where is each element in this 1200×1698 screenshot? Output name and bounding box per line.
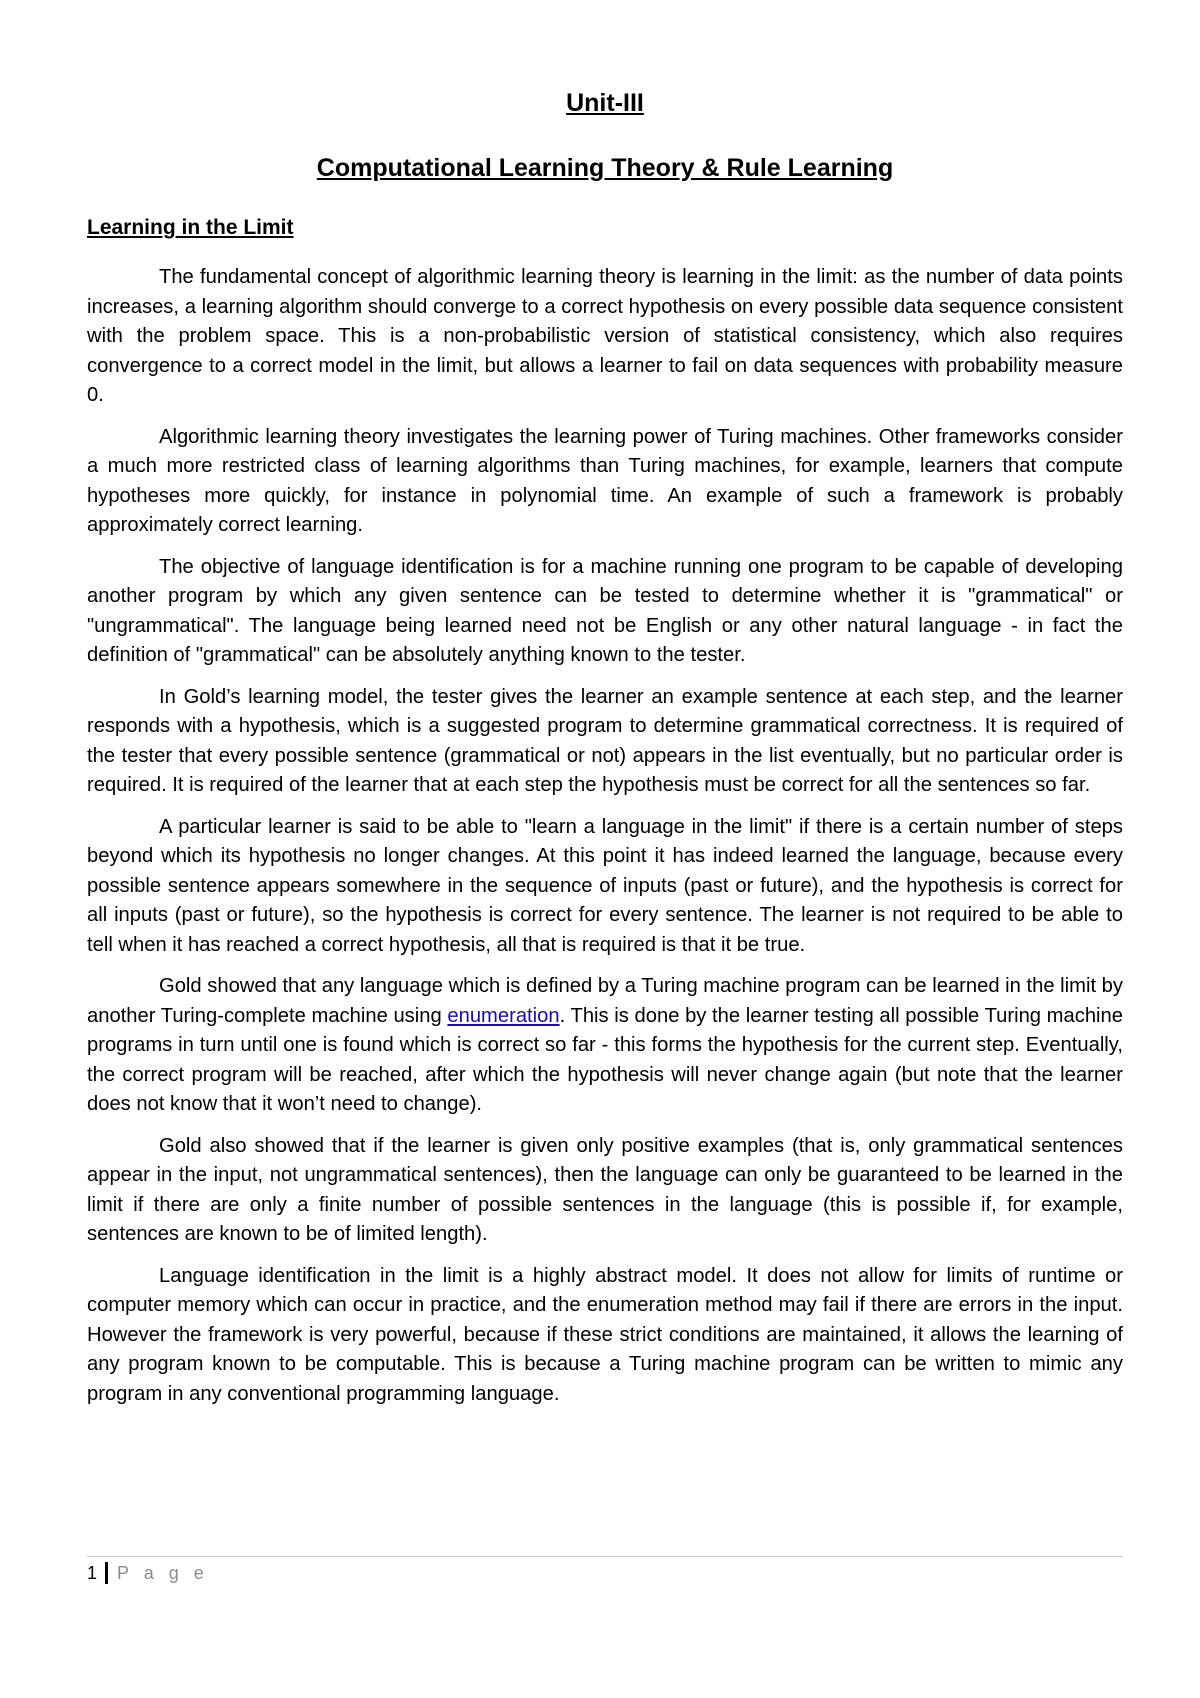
paragraph-1: The fundamental concept of algorithmic learning theory is learning in the limit: as the number of data points increases, a learning algorithm should converge to a correct hypothesis on every possible data sequence consistent with the problem space. This is a non-probabilistic version of statistical consistency, which also requires convergence to a correct model in the limit, but allows a learner to fail on data sequences with probability measure 0.: [87, 266, 1123, 406]
paragraph-7: Gold also showed that if the learner is given only positive examples (that is, only grammatical sentences appear in the input, not ungrammatical sentences), then the language can only be guaranteed to be learned in the limit if there are only a finite number of possible sentences in the language (this is possible if, for example, sentences are known to be of limited length).: [87, 1134, 1123, 1245]
paragraph-2: Algorithmic learning theory investigates the learning power of Turing machines. Other frameworks consider a much more restricted class of learning algorithms than Turing machines, for example, learners that compute hypotheses more quickly, for instance in polynomial time. An example of such a framework is probably approximately correct learning.: [87, 425, 1123, 536]
paragraph-8: Language identification in the limit is a highly abstract model. It does not allow for limits of runtime or computer memory which can occur in practice, and the enumeration method may fail if there are errors in the input. However the framework is very powerful, because if these strict conditions are maintained, it allows the learning of any program known to be computable. This is because a Turing machine program can be written to mimic any program in any conventional programming language.: [87, 1264, 1123, 1405]
unit-title: Unit-III: [566, 89, 644, 117]
enumeration-link[interactable]: enumeration: [447, 1004, 560, 1027]
paragraph-5: A particular learner is said to be able to "learn a language in the limit" if there is a certain number of steps beyond which its hypothesis no longer changes. At this point it has indeed learned the language, because every possible sentence appears somewhere in the sequence of inputs (past or future), and the hypothesis is correct for all inputs (past or future), so the hypothesis is correct for every sentence. The learner is not required to be able to tell when it has reached a correct hypothesis, all that is required is that it be true.: [87, 815, 1123, 956]
footer-separator: [105, 1562, 108, 1584]
paragraph-6-text-before: Gold showed that any language which is defined by a Turing machine program can be learned in the limit by another Turing-complete machine using: [87, 975, 1123, 1027]
page-footer: [87, 1560, 209, 1586]
paragraph-3: The objective of language identification is for a machine running one program to be capable of developing another program by which any given sentence can be tested to determine whether it is "grammatical" or "ungrammatical". The language being learned need not be English or any other natural language - in fact the definition of "grammatical" can be absolutely anything known to the tester.: [87, 555, 1123, 666]
footer-divider: [87, 1556, 1123, 1557]
section-heading: Learning in the Limit: [87, 216, 294, 239]
page-number: 1: [87, 1563, 98, 1583]
page-title: Computational Learning Theory & Rule Learning: [316, 154, 894, 182]
page-label: P a g e: [117, 1563, 209, 1583]
paragraph-4: In Gold’s learning model, the tester gives the learner an example sentence at each step, and the learner responds with a hypothesis, which is a suggested program to determine grammatical correctness. It is required of the tester that every possible sentence (grammatical or not) appears in the list eventually, but no particular order is required. It is required of the learner that at each step the hypothesis must be correct for all the sentences so far.: [87, 685, 1123, 796]
paragraph-6-text-after: . This is done by the learner testing all possible Turing machine programs in turn until one is found which is correct so far - this forms the hypothesis for the current step. Eventually, the correct program will be reached, after which the hypothesis will never change again (but note that the learner does not know that it won’t need to change).: [87, 1004, 1123, 1115]
paragraph-6: [87, 972, 1123, 1120]
page-content: [87, 88, 1123, 1421]
